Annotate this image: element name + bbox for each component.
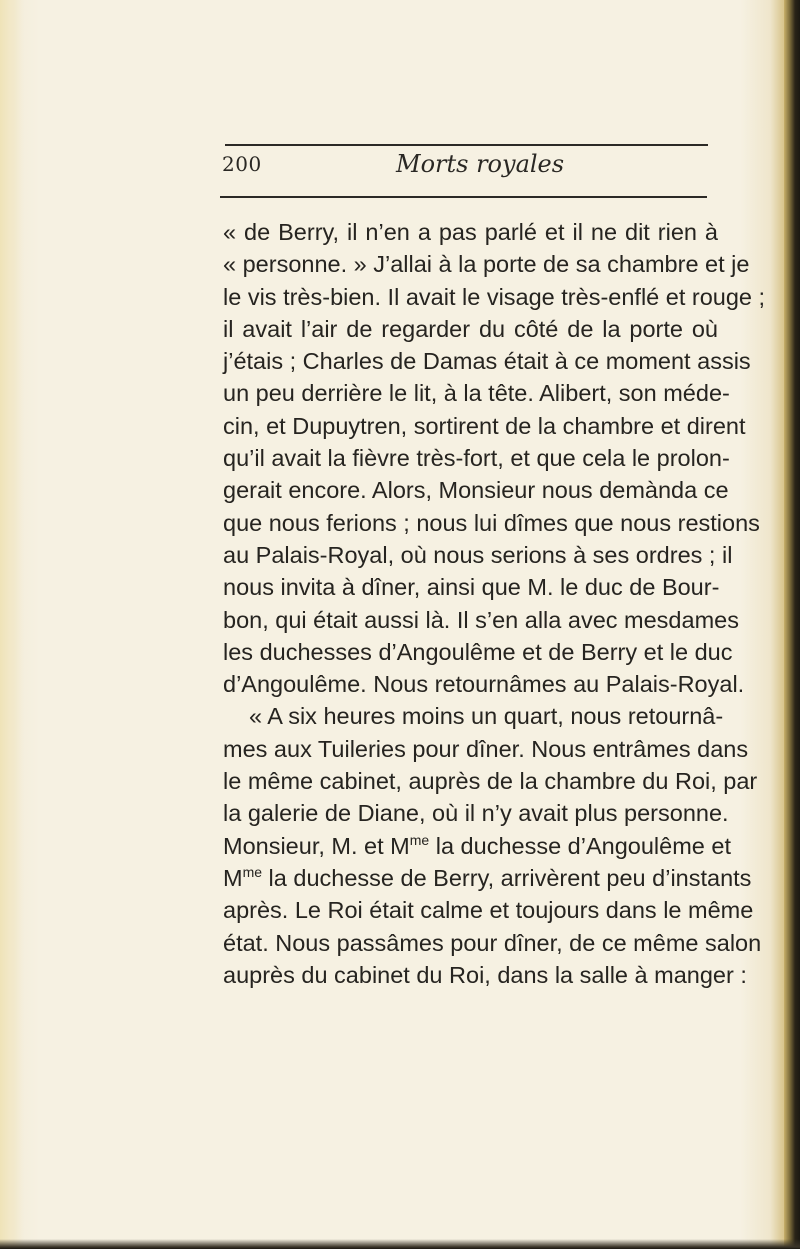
text-line: après. Le Roi était calme et toujours dans le même (223, 897, 754, 924)
page-gutter (0, 0, 24, 1249)
text-segment: la duchesse d’Angoulême et (429, 832, 731, 859)
text-line: cin, et Dupuytren, sortirent de la chambre et dirent (223, 412, 746, 439)
text-segment: Monsieur, M. et M (223, 832, 410, 859)
text-segment: M (223, 864, 243, 891)
header-rule-bottom (220, 196, 707, 198)
text-line: il avait l’air de regarder du côté de la porte où (223, 315, 718, 342)
text-line: « personne. » J’allai à la porte de sa chambre et je (223, 251, 750, 278)
text-line: un peu derrière le lit, à la tête. Alibert, son méde- (223, 380, 730, 407)
text-line: état. Nous passâmes pour dîner, de ce même salon (223, 929, 762, 956)
text-line: au Palais-Royal, où nous serions à ses ordres ; il (223, 541, 733, 568)
text-line: gerait encore. Alors, Monsieur nous demànda ce (223, 477, 729, 504)
page-edge-shadow (784, 0, 800, 1249)
text-line: nous invita à dîner, ainsi que M. le duc de Bour- (223, 574, 720, 601)
text-line: qu’il avait la fièvre très-fort, et que cela le prolon- (223, 445, 730, 472)
text-line (223, 830, 731, 862)
text-line (223, 862, 752, 894)
text-line: « de Berry, il n’en a pas parlé et il ne dit rien à (223, 219, 718, 245)
text-line: auprès du cabinet du Roi, dans la salle à manger : (223, 961, 747, 988)
text-line: « A six heures moins un quart, nous retournâ- (249, 703, 724, 730)
text-line: d’Angoulême. Nous retournâmes au Palais-Royal. (223, 671, 745, 698)
text-line: que nous ferions ; nous lui dîmes que nous restions (223, 509, 760, 536)
text-line: le vis très-bien. Il avait le visage très-enflé et rouge ; (223, 283, 766, 310)
text-line: le même cabinet, auprès de la chambre du Roi, par (223, 768, 758, 795)
running-header (222, 152, 712, 188)
superscript: me (409, 831, 430, 848)
text-segment: la duchesse de Berry, arrivèrent peu d’instants (262, 864, 752, 891)
text-line: les duchesses d’Angoulême et de Berry et le duc (223, 638, 733, 665)
body-text (223, 216, 766, 991)
page-number: 200 (222, 152, 262, 176)
text-line: j’étais ; Charles de Damas était à ce moment assis (223, 348, 751, 375)
text-line: bon, qui était aussi là. Il s’en alla avec mesdames (223, 606, 739, 633)
text-line: mes aux Tuileries pour dîner. Nous entrâmes dans (223, 735, 749, 762)
text-line: la galerie de Diane, où il n’y avait plus personne. (223, 800, 729, 827)
page-bottom-shadow (0, 1239, 800, 1249)
running-title: Morts royales (396, 150, 565, 178)
header-rule-top (225, 144, 708, 146)
superscript: me (242, 863, 263, 880)
